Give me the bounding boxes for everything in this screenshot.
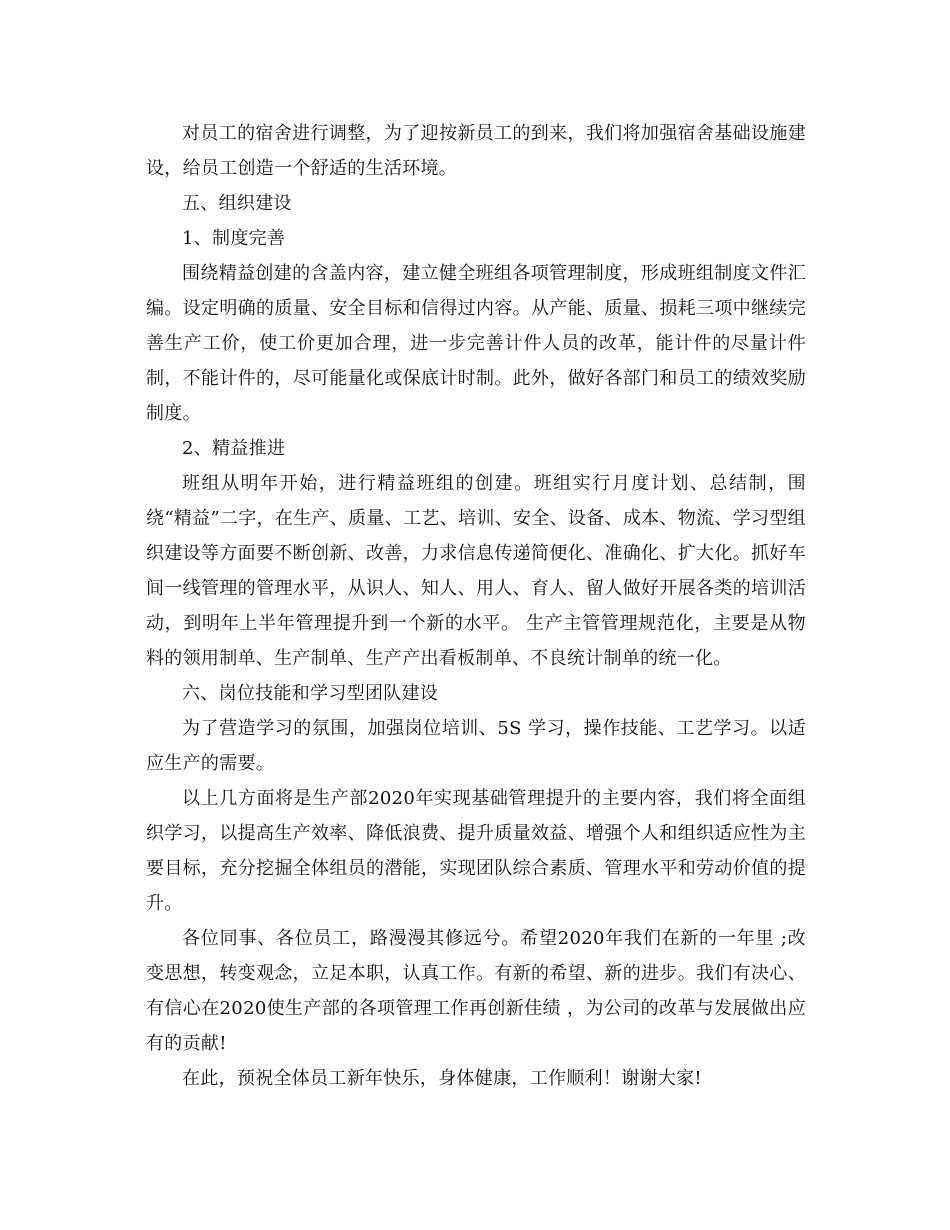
section-heading-organization: 五、组织建设 [182, 193, 292, 214]
paragraph-closing: 在此，预祝全体员工新年快乐，身体健康，工作顺利！谢谢大家! [182, 1068, 702, 1089]
subheading-system-improvement: 1、制度完善 [182, 228, 286, 249]
paragraph-lean-promotion: 班组从明年开始，进行精益班组的创建。班组实行月度计划、总结制，围绕“精益”二字，在生产、质量、工艺、培训、安全、设备、成本、物流、学习型组织建设等方面要不断创新、改善，力求信息传递简便化、准确化、扩大化。抓好车间一线管理的管理水平，从识人、知人、用人、育人、留人做好开展各类的培训活动，到明年上半年管理提升到一个新的水平。 生产主管管理规范化，主要是从物料的领用制单、生产制单、生产产出看板制单、不良统计制单的统一化。 [146, 473, 806, 669]
paragraph-outlook: 各位同事、各位员工，路漫漫其修远兮。希望2020年我们在新的一年里 ;改变思想，转变观念，立足本职，认真工作。有新的希望、新的进步。我们有决心、有信心在2020使生产部的各项管理工作再创新佳绩 ，为公司的改革与发展做出应有的贡献! [146, 928, 806, 1054]
subheading-lean-promotion: 2、精益推进 [182, 438, 286, 459]
paragraph-learning-atmosphere: 为了营造学习的氛围，加强岗位培训、5S 学习，操作技能、工艺学习。以适应生产的需要。 [146, 718, 806, 774]
paragraph-dormitory: 对员工的宿舍进行调整，为了迎按新员工的到来，我们将加强宿舍基础设施建设，给员工创造一个舒适的生活环境。 [146, 123, 806, 179]
paragraph-system-improvement: 围绕精益创建的含盖内容，建立健全班组各项管理制度，形成班组制度文件汇编。设定明确的质量、安全目标和信得过内容。从产能、质量、损耗三项中继续完善生产工价，使工价更加合理，进一步完善计件人员的改革，能计件的尽量计件制，不能计件的，尽可能量化或保底计时制。此外，做好各部门和员工的绩效奖励制度。 [146, 263, 806, 424]
document-body [146, 116, 806, 1096]
paragraph-summary: 以上几方面将是生产部2020年实现基础管理提升的主要内容，我们将全面组织学习，以提高生产效率、降低浪费、提升质量效益、增强个人和组织适应性为主要目标，充分挖掘全体组员的潜能，实现团队综合素质、管理水平和劳动价值的提升。 [146, 788, 806, 914]
section-heading-skills-team: 六、岗位技能和学习型团队建设 [182, 683, 439, 704]
